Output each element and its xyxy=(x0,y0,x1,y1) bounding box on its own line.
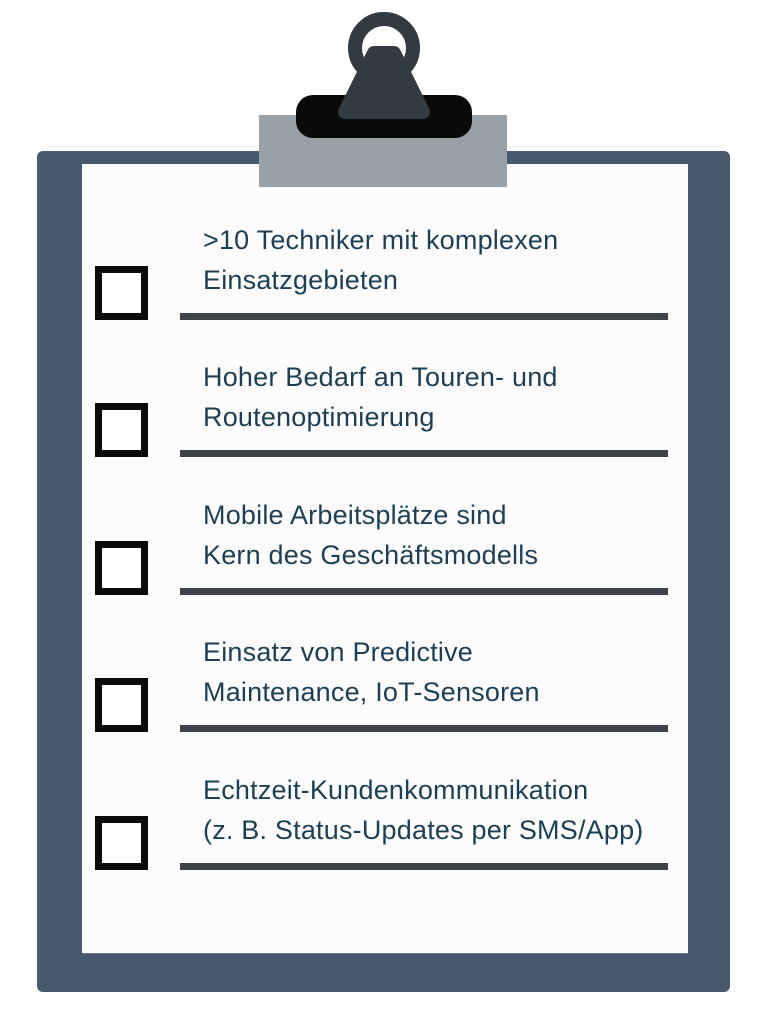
item-text-line1: Mobile Arbeitsplätze sind xyxy=(203,500,507,530)
checkbox[interactable] xyxy=(95,816,148,870)
divider xyxy=(180,588,668,595)
checklist-row xyxy=(82,775,688,918)
item-text-line2: Einsatzgebieten xyxy=(203,265,399,295)
divider xyxy=(180,313,668,320)
checklist-row xyxy=(82,500,688,643)
divider xyxy=(180,863,668,870)
item-text-line1: Hoher Bedarf an Touren- und xyxy=(203,362,558,392)
checklist-row xyxy=(82,637,688,780)
item-text-line2: Routenoptimierung xyxy=(203,402,435,432)
checkbox[interactable] xyxy=(95,541,148,595)
divider xyxy=(180,450,668,457)
checklist-row xyxy=(82,362,688,505)
item-text-line2: Kern des Geschäftsmodells xyxy=(203,540,539,570)
item-text-line2: Maintenance, IoT-Sensoren xyxy=(203,677,540,707)
checklist-row xyxy=(82,225,688,368)
clipboard-paper xyxy=(82,164,688,953)
checkbox[interactable] xyxy=(95,678,148,732)
checkbox[interactable] xyxy=(95,403,148,457)
divider xyxy=(180,725,668,732)
checkbox[interactable] xyxy=(95,266,148,320)
item-text-line1: Echtzeit-Kundenkommunikation xyxy=(203,775,589,805)
item-text-line2: (z. B. Status-Updates per SMS/App) xyxy=(203,815,644,845)
clipboard-clip xyxy=(240,0,520,200)
item-text-line1: >10 Techniker mit komplexen xyxy=(203,225,559,255)
item-text-line1: Einsatz von Predictive xyxy=(203,637,474,667)
